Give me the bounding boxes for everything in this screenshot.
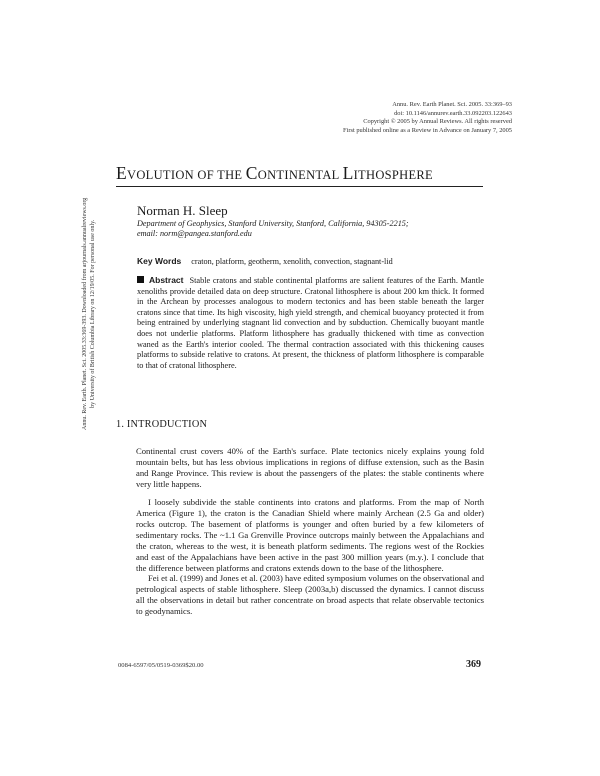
- title-rule: [116, 186, 483, 187]
- page-number: 369: [466, 659, 481, 670]
- keywords-text: craton, platform, geotherm, xenolith, convection, stagnant-lid: [191, 257, 393, 266]
- footer-code: 0084-6597/05/0519-0369$20.00: [118, 662, 204, 669]
- title-part: L: [342, 163, 354, 183]
- doi: doi: 10.1146/annurev.earth.33.092203.122643: [394, 109, 512, 117]
- title-part: E: [116, 163, 127, 183]
- author-name: Norman H. Sleep: [137, 203, 228, 218]
- citation: Annu. Rev. Earth Planet. Sci. 2005. 33:369–93: [392, 101, 512, 108]
- title-part: ONTINENTAL: [257, 168, 343, 182]
- affiliation-line: Department of Geophysics, Stanford University, Stanford, California, 94305-2215;: [137, 219, 409, 228]
- body-text: [136, 446, 484, 617]
- paragraph: Fei et al. (1999) and Jones et al. (2003) have edited symposium volumes on the observational and petrological aspects of stable lithosphere. Sleep (2003a,b) discussed the dynamics. I cannot discuss all the observations in detail but rather concentrate on broad aspects that relate observable tectonics to geodynamics.: [136, 573, 484, 617]
- keywords-label: Key Words: [137, 256, 182, 266]
- paragraph: I loosely subdivide the stable continents into cratons and platforms. From the map of North America (Figure 1), the craton is the Canadian Shield where mainly Archean (2.5 Ga and older) rocks outcrop. The basement of platforms is younger and often buried by a few kilometers of sedimentary rocks. The ~1.1 Ga Grenville Province outcrops mainly between the Appalachians and the craton, whereas to the west, it is beneath platform sediments. The regions west of the Rockies and east of the Appalachians have been active in the past 300 million years (m.y.). I conclude that the difference between platforms and cratons extends down to the base of the lithosphere.: [136, 496, 484, 573]
- abstract: [137, 275, 484, 371]
- affiliation-email: email: norm@pangea.stanford.edu: [137, 229, 252, 239]
- copyright: Copyright © 2005 by Annual Reviews. All rights reserved: [363, 118, 512, 126]
- author-affiliation: [137, 219, 409, 240]
- abstract-text: Stable cratons and stable continental platforms are salient features of the Earth. Mantle xenoliths provide detailed data on deep structure. Cratonal lithosphere is about 200 km thick. It formed in the Archean by processes analogous to modern tectonics and has been stable beneath the larger cratons since that time. Its high viscosity, high yield strength, and chemical buoyancy protected it from being entrained by underlying stagnant lid convection and by subduction. Chemically buoyant mantle does not underlie platforms. Platform lithosphere has gradually thickened with time as convection waned as the Earth's interior cooled. The thermal contraction associated with this thickening causes platforms to subside relative to cratons. At present, the thickness of platform lithosphere is comparable to that of cratonal lithosphere.: [137, 276, 484, 370]
- abstract-square-icon: [137, 276, 144, 283]
- title-part: ITHOSPHERE: [353, 168, 433, 182]
- download-notice-line: Annu. Rev. Earth. Planet. Sci. 2005.33:369-393. Downloaded from arjournals.annualreviews.org: [82, 197, 88, 430]
- title-part: VOLUTION OF THE: [127, 168, 246, 182]
- article-title: [116, 163, 433, 184]
- journal-header: [343, 101, 512, 135]
- title-part: C: [245, 163, 258, 183]
- section-heading: 1. INTRODUCTION: [116, 419, 208, 430]
- download-notice-line: by University of British Columbia Library on 12/19/05. For personal use only.: [89, 219, 96, 408]
- abstract-label: Abstract: [149, 275, 184, 285]
- keywords: [137, 256, 393, 266]
- paragraph: Continental crust covers 40% of the Earth's surface. Plate tectonics nicely explains young fold mountain belts, but has less obvious implications in regions of diffuse extension, such as the Basin and Range Province. This review is about the passengers of the plates: the stable continents where very little happens.: [136, 446, 484, 489]
- published-online: First published online as a Review in Advance on January 7, 2005: [343, 126, 512, 134]
